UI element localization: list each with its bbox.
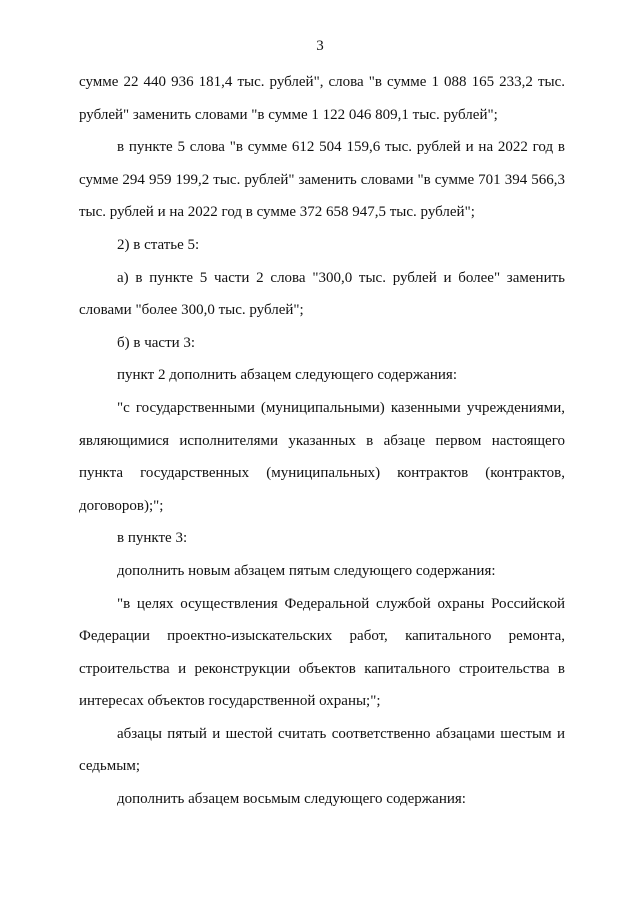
paragraph-3: 2) в статье 5:	[117, 236, 200, 253]
paragraph-6: пункт 2 дополнить абзацем следующего содержания:	[117, 367, 457, 384]
paragraph-4: а) в пункте 5 части 2 слова "300,0 тыс. рублей и более" заменить словами "более 300,0 тыс. рублей";	[79, 269, 565, 319]
paragraph-12: дополнить абзацем восьмым следующего содержания:	[117, 791, 466, 808]
paragraph-9: дополнить новым абзацем пятым следующего содержания:	[117, 562, 496, 579]
paragraph-7: "с государственными (муниципальными) казенными учреждениями, являющимися исполнителями указанных в абзаце первом настоящего пункта государственных (муниципальных) контрактов (контрактов, договоров);";	[79, 399, 565, 514]
document-body	[79, 66, 565, 816]
paragraph-11: абзацы пятый и шестой считать соответственно абзацами шестым и седьмым;	[79, 725, 565, 775]
paragraph-8: в пункте 3:	[117, 530, 188, 547]
paragraph-5: б) в части 3:	[117, 334, 196, 351]
paragraph-2: в пункте 5 слова "в сумме 612 504 159,6 тыс. рублей и на 2022 год в сумме 294 959 199,2 тыс. рублей" заменить словами "в сумме 701 394 566,3 тыс. рублей и на 2022 год в сумме 372 658 947,5 тыс. рублей";	[79, 139, 565, 221]
paragraph-1: сумме 22 440 936 181,4 тыс. рублей", слова "в сумме 1 088 165 233,2 тыс. рублей" заменить словами "в сумме 1 122 046 809,1 тыс. рублей";	[79, 74, 565, 123]
page-number: 3	[316, 38, 324, 54]
paragraph-10: "в целях осуществления Федеральной службой охраны Российской Федерации проектно-изыскательских работ, капитального ремонта, строительства и реконструкции объектов капитального строительства в интересах объектов государственной охраны;";	[79, 595, 565, 710]
